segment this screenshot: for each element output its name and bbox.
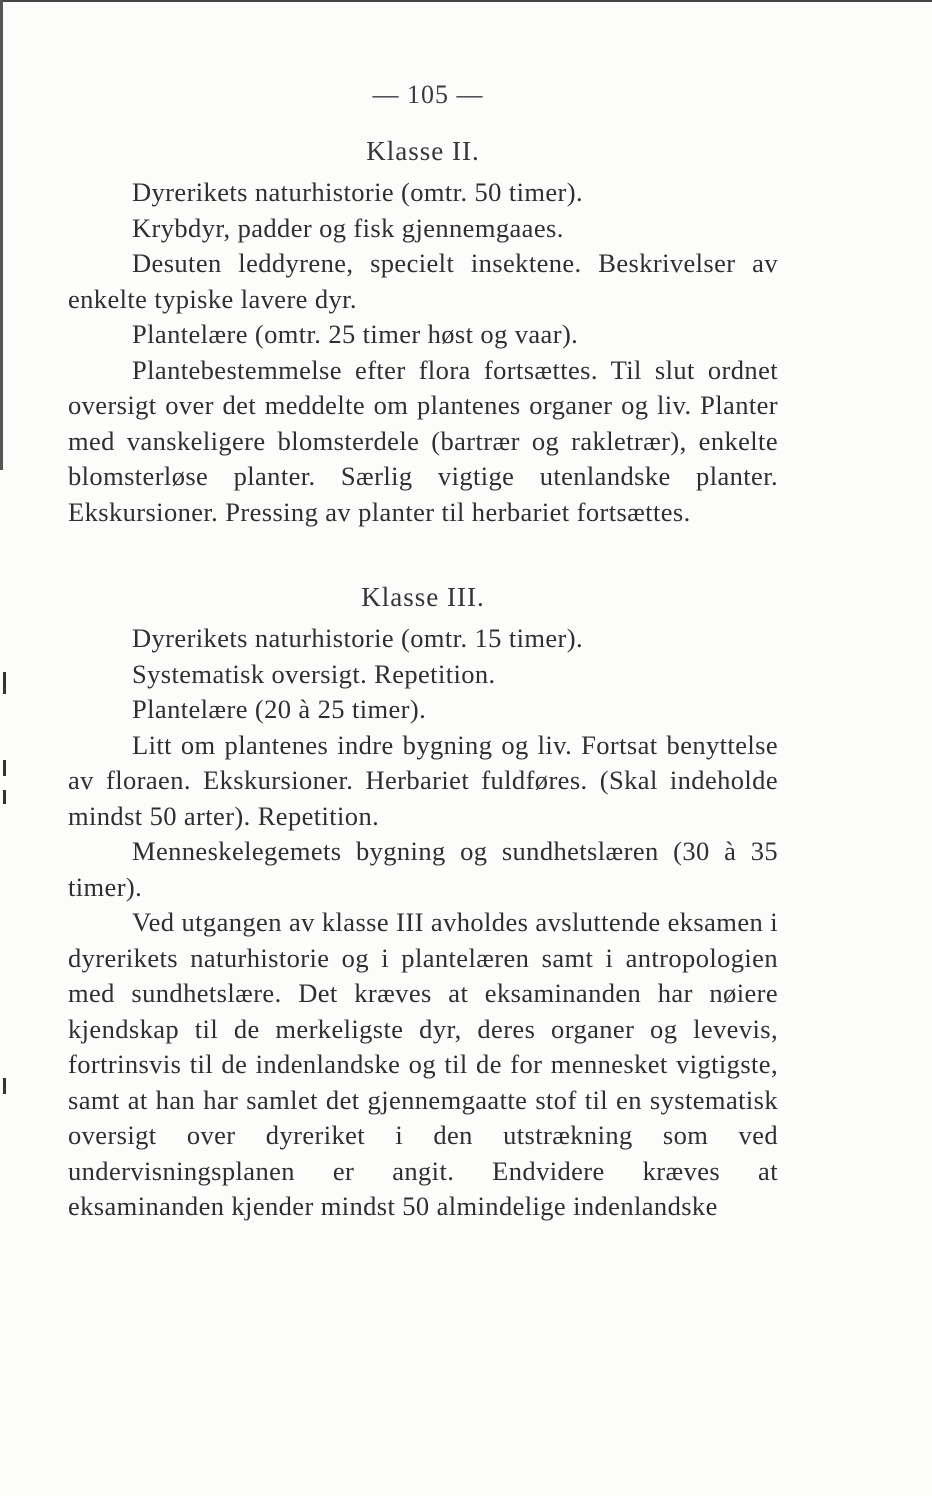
paragraph: Dyrerikets naturhistorie (omtr. 15 timer). — [132, 623, 583, 653]
edge-mark — [3, 790, 6, 804]
edge-mark — [3, 1078, 6, 1094]
paragraph: Desuten leddyrene, specielt insektene. Beskrivelser av enkelte typiske lavere dyr. — [68, 248, 778, 314]
paragraph: Systematisk oversigt. Repetition. — [132, 658, 496, 689]
edge-mark — [3, 760, 6, 776]
paragraph: Menneskelegemets bygning og sundhetslæren (30 à 35 timer). — [68, 836, 778, 902]
page-number: — 105 — — [372, 80, 484, 109]
paragraph: Krybdyr, padder og fisk gjennemgaaes. — [132, 212, 564, 243]
edge-mark — [3, 672, 6, 694]
paragraph: Plantebestemmelse efter flora fortsættes. Til slut ordnet oversigt over det meddelte om plantenes organer og liv. Planter med vanskeligere blomsterdele (bartrær og rakletrær), enkelte blomsterløse planter. Særlig vigtige utenlandske planter. Ekskursioner. Pressing av planter til herbariet fortsættes. — [68, 354, 778, 527]
section-heading: Klasse II. — [366, 136, 480, 166]
book-page — [68, 80, 778, 1225]
paragraph: Dyrerikets naturhistorie (omtr. 50 timer). — [132, 177, 583, 207]
page-top-edge — [0, 0, 932, 2]
paragraph: Ved utgangen av klasse III avholdes avsluttende eksamen i dyrerikets naturhistorie og i plantelæren samt i antropologien med sundhetslære. Det kræves at eksaminanden har nøiere kjendskap til de merkeligste dyr, deres organer og levevis, fortrinsvis til de indenlandske og til de for mennesket vigtigste, samt at han har samlet det gjennemgaatte stof til en systematisk oversigt over dyreriket i den utstrækning som ved undervisningsplanen er angit. Endvidere kræves at eksaminanden kjender mindst 50 almindelige indenlandske — [68, 907, 778, 1221]
section-klasse-iii — [68, 582, 778, 1225]
section-heading: Klasse III. — [361, 582, 485, 612]
paragraph: Plantelære (omtr. 25 timer høst og vaar). — [132, 319, 579, 349]
section-klasse-ii — [68, 136, 778, 530]
paragraph: Plantelære (20 à 25 timer). — [132, 694, 427, 724]
page-left-edge — [0, 0, 3, 470]
paragraph: Litt om plantenes indre bygning og liv. Fortsat benyttelse av floraen. Ekskursioner. Herbariet fuldføres. (Skal indeholde mindst 50 arter). Repetition. — [68, 729, 778, 831]
